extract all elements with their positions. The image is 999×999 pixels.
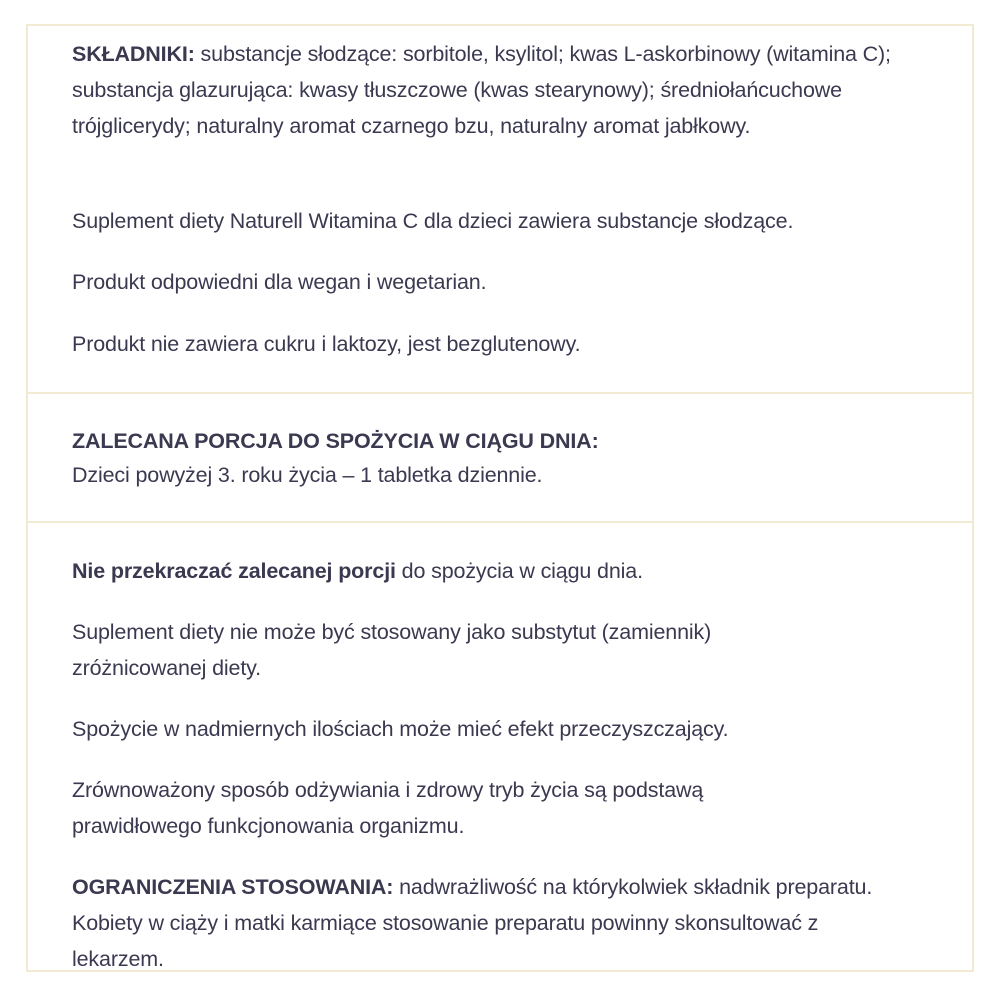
ingredients-section — [28, 26, 972, 392]
laxative-note: Spożycie w nadmiernych ilościach może mieć efekt przeczyszczający. — [72, 717, 729, 741]
restrictions-paragraph — [72, 869, 912, 977]
no-exceed-bold: Nie przekraczać zalecanej porcji — [72, 559, 396, 583]
ingredients-heading: SKŁADNIKI: — [72, 42, 195, 66]
vegan-note: Produkt odpowiedni dla wegan i wegetarian. — [72, 270, 487, 294]
restrictions-heading: OGRANICZENIA STOSOWANIA: — [72, 875, 394, 899]
ingredients-text: substancje słodzące: sorbitole, ksylitol; kwas L-askorbinowy (witamina C); substancja glazurująca: kwasy tłuszczowe (kwas stearynowy); średniołańcuchowe trójglicerydy; naturalny aromat czarnego bzu, naturalny aromat jabłkowy. — [72, 42, 891, 138]
dosage-heading-text: ZALECANA PORCJA DO SPOŻYCIA W CIĄGU DNIA: — [72, 429, 599, 453]
restrictions-text: nadwrażliwość na którykolwiek składnik preparatu. Kobiety w ciąży i matki karmiące stosowanie preparatu powinny skonsultować z lekarzem. — [72, 875, 873, 971]
ingredients-paragraph — [72, 36, 948, 144]
sugar-note: Produkt nie zawiera cukru i laktozy, jest bezglutenowy. — [72, 332, 581, 356]
sweeteners-note: Suplement diety Naturell Witamina C dla dzieci zawiera substancje słodzące. — [72, 209, 794, 233]
warnings-section — [28, 523, 972, 970]
substitute-note: Suplement diety nie może być stosowany jako substytut (zamiennik) zróżnicowanej diety. — [72, 620, 712, 680]
no-exceed-rest: do spożycia w ciągu dnia. — [395, 559, 643, 583]
no-exceed-paragraph — [72, 553, 948, 589]
lifestyle-note: Zrównoważony sposób odżywiania i zdrowy tryb życia są podstawą prawidłowego funkcjonowania organizmu. — [72, 778, 704, 838]
dosage-heading — [72, 423, 948, 459]
dosage-text: Dzieci powyżej 3. roku życia – 1 tabletka dziennie. — [72, 463, 543, 487]
label-panel — [26, 24, 974, 972]
dosage-section — [28, 392, 972, 523]
